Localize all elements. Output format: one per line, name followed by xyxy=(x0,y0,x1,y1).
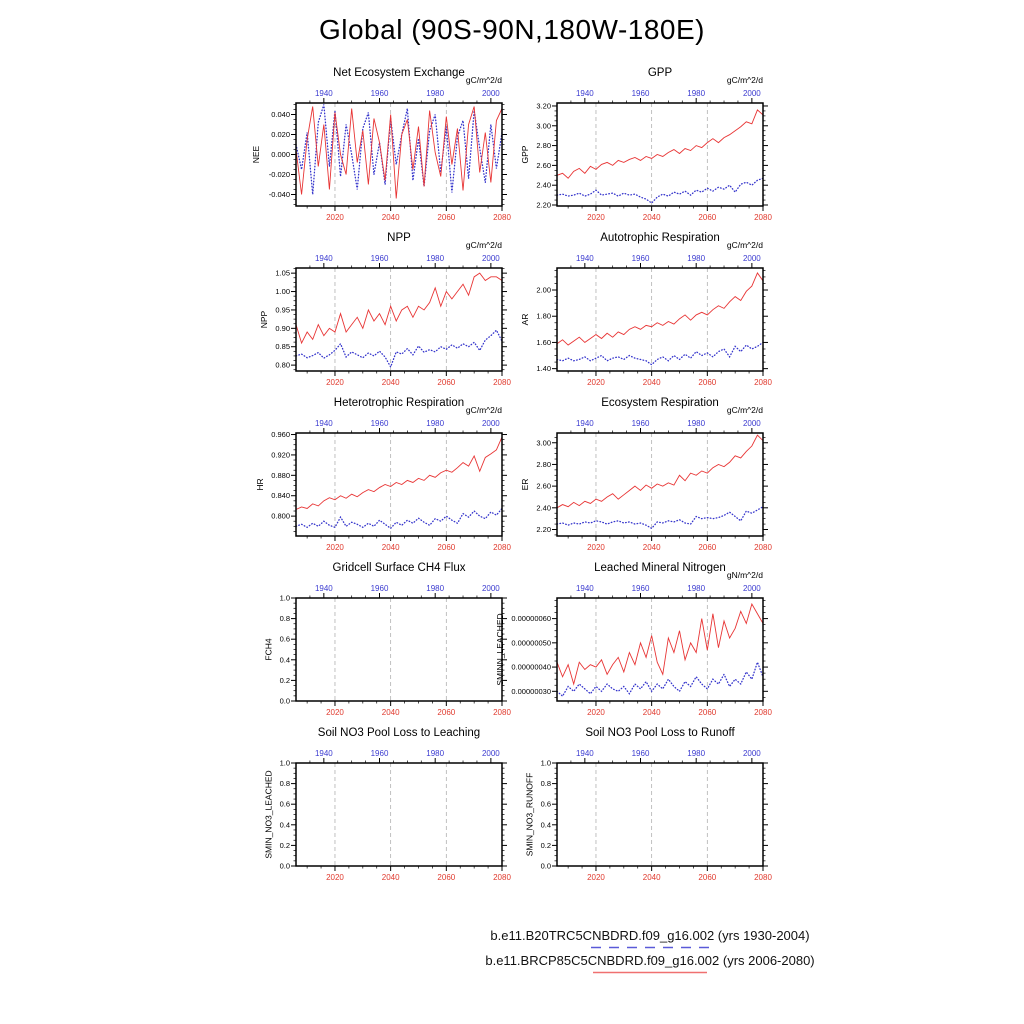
nee-bottom-tick-label: 2040 xyxy=(381,213,400,222)
nee-left-axis xyxy=(269,105,296,205)
smin_no3_runoff-y-tick-label: 0.0 xyxy=(540,861,551,871)
smin_no3_runoff-y-tick-label: 0.4 xyxy=(540,820,551,830)
sminn_leached-y-tick-label: 0.00000050 xyxy=(511,638,551,648)
fch4-y-tick-label: 0.2 xyxy=(279,675,290,685)
smin_no3_runoff-top-axis xyxy=(571,749,761,763)
npp-bottom-tick-label: 2060 xyxy=(437,378,456,387)
hr-title: Heterotrophic Respiration xyxy=(333,397,465,409)
smin_no3_runoff-y-tick-label: 1.0 xyxy=(540,758,551,768)
npp-y-tick-label: 0.80 xyxy=(275,360,290,370)
smin_no3_leached-top-tick-label: 2000 xyxy=(481,749,500,758)
nee-bottom-axis xyxy=(307,206,511,222)
gpp-y-tick-label: 3.00 xyxy=(536,121,551,131)
sminn_leached-top-axis xyxy=(571,584,761,598)
hr-top-tick-label: 1940 xyxy=(314,419,333,428)
npp-plot xyxy=(250,223,550,395)
ar-y-tick-label: 2.00 xyxy=(536,285,551,295)
ar-title: Autotrophic Respiration xyxy=(600,232,720,244)
ar-bottom-tick-label: 2080 xyxy=(754,378,772,387)
sminn_leached-bottom-tick-label: 2020 xyxy=(587,708,605,717)
smin_no3_runoff-right-axis xyxy=(763,763,768,866)
gpp-rcp85-line xyxy=(557,110,763,178)
smin_no3_runoff-bottom-tick-label: 2020 xyxy=(587,873,605,882)
ar-top-tick-label: 1960 xyxy=(631,254,650,263)
gpp-bottom-tick-label: 2020 xyxy=(587,213,605,222)
gpp-units-label: gC/m^2/d xyxy=(726,75,763,85)
nee-top-tick-label: 2000 xyxy=(481,89,500,98)
nee-rcp85-line xyxy=(296,107,502,199)
hr-plot xyxy=(250,388,550,560)
npp-bottom-axis xyxy=(307,371,511,387)
legend-line-historical-dashed xyxy=(590,945,710,950)
panel-smin_no3_runoff xyxy=(511,718,811,890)
npp-y-tick-label: 0.95 xyxy=(275,305,290,315)
ar-bottom-axis xyxy=(568,371,772,387)
er-units-label: gC/m^2/d xyxy=(726,405,763,415)
legend-line-rcp85-solid xyxy=(590,970,710,975)
gpp-plot xyxy=(511,58,811,230)
sminn_leached-bottom-tick-label: 2060 xyxy=(698,708,717,717)
hr-left-axis xyxy=(271,430,296,531)
ar-bottom-tick-label: 2040 xyxy=(642,378,661,387)
fch4-top-tick-label: 1980 xyxy=(426,584,445,593)
ar-frame xyxy=(557,268,763,371)
gpp-title: GPP xyxy=(647,67,673,79)
ar-top-tick-label: 1980 xyxy=(687,254,706,263)
npp-y-tick-label: 0.90 xyxy=(275,323,290,333)
nee-historical-line xyxy=(296,105,502,195)
er-bottom-tick-label: 2080 xyxy=(754,543,772,552)
fch4-bottom-tick-label: 2040 xyxy=(381,708,400,717)
gpp-left-axis xyxy=(536,101,557,209)
ar-rcp85-line xyxy=(557,273,763,345)
smin_no3_runoff-title: Soil NO3 Pool Loss to Runoff xyxy=(585,727,735,739)
npp-bottom-tick-label: 2020 xyxy=(326,378,344,387)
nee-y-tick-label: 0.020 xyxy=(271,130,290,139)
panel-ar xyxy=(511,223,811,395)
smin_no3_leached-bottom-tick-label: 2080 xyxy=(493,873,511,882)
sminn_leached-title: Leached Mineral Nitrogen xyxy=(594,562,726,574)
fch4-top-tick-label: 1940 xyxy=(314,584,333,593)
npp-top-axis xyxy=(310,254,500,268)
er-top-tick-label: 1960 xyxy=(631,419,650,428)
legend-entry-rcp85 xyxy=(340,953,960,975)
hr-bottom-tick-label: 2060 xyxy=(437,543,456,552)
hr-top-tick-label: 1980 xyxy=(426,419,445,428)
legend-entry-historical xyxy=(340,928,960,950)
er-title: Ecosystem Respiration xyxy=(601,397,719,409)
ar-left-axis xyxy=(536,270,557,373)
smin_no3_leached-bottom-tick-label: 2060 xyxy=(437,873,456,882)
gpp-y-tick-label: 2.40 xyxy=(536,180,551,190)
ar-top-tick-label: 2000 xyxy=(742,254,761,263)
fch4-bottom-tick-label: 2080 xyxy=(493,708,511,717)
smin_no3_leached-top-tick-label: 1940 xyxy=(314,749,333,758)
er-historical-line xyxy=(557,507,763,529)
er-y-tick-label: 2.20 xyxy=(536,524,551,534)
sminn_leached-y-axis-label: SMINN_LEACHED xyxy=(495,613,505,686)
npp-bottom-tick-label: 2040 xyxy=(381,378,400,387)
npp-left-axis xyxy=(275,269,296,370)
fch4-y-axis-label: FCH4 xyxy=(263,638,274,661)
sminn_leached-y-tick-label: 0.00000060 xyxy=(511,614,551,624)
hr-y-tick-label: 0.800 xyxy=(271,511,290,521)
sminn_leached-left-axis xyxy=(511,600,557,697)
panel-hr xyxy=(250,388,550,560)
npp-gridlines xyxy=(335,268,446,371)
smin_no3_leached-gridlines xyxy=(335,763,446,866)
nee-y-tick-label: -0.020 xyxy=(268,170,290,179)
gpp-top-tick-label: 1940 xyxy=(575,89,594,98)
hr-historical-line xyxy=(296,508,502,528)
er-y-tick-label: 2.80 xyxy=(536,459,551,469)
smin_no3_leached-y-tick-label: 1.0 xyxy=(279,758,290,768)
fch4-y-tick-label: 0.0 xyxy=(279,696,290,706)
npp-historical-line xyxy=(296,330,502,367)
sminn_leached-bottom-tick-label: 2080 xyxy=(754,708,772,717)
fch4-plot xyxy=(250,553,550,725)
gpp-top-tick-label: 1980 xyxy=(687,89,706,98)
ar-y-tick-label: 1.60 xyxy=(536,337,551,347)
er-y-tick-label: 2.40 xyxy=(536,503,551,513)
smin_no3_runoff-y-tick-label: 0.8 xyxy=(540,779,551,789)
panel-npp xyxy=(250,223,550,395)
hr-bottom-tick-label: 2020 xyxy=(326,543,344,552)
legend-label-rcp85: b.e11.BRCP85C5CNBDRD.f09_g16.002 (yrs 2006-2080) xyxy=(485,953,815,968)
smin_no3_leached-bottom-tick-label: 2020 xyxy=(326,873,344,882)
er-bottom-tick-label: 2020 xyxy=(587,543,605,552)
er-top-tick-label: 1940 xyxy=(575,419,594,428)
sminn_leached-top-tick-label: 2000 xyxy=(742,584,761,593)
sminn_leached-units-label: gN/m^2/d xyxy=(726,570,763,580)
gpp-y-tick-label: 2.80 xyxy=(536,141,551,151)
npp-title: NPP xyxy=(387,232,411,244)
smin_no3_leached-y-tick-label: 0.2 xyxy=(279,840,290,850)
gpp-y-tick-label: 3.20 xyxy=(536,101,551,111)
gpp-y-axis-label: GPP xyxy=(520,145,531,164)
ar-bottom-tick-label: 2020 xyxy=(587,378,605,387)
fch4-y-tick-label: 0.4 xyxy=(279,655,290,665)
er-y-axis-label: ER xyxy=(520,478,531,491)
hr-bottom-tick-label: 2080 xyxy=(493,543,511,552)
smin_no3_runoff-bottom-tick-label: 2040 xyxy=(642,873,661,882)
smin_no3_leached-y-tick-label: 0.6 xyxy=(279,799,290,809)
fch4-top-axis xyxy=(310,584,500,598)
gpp-y-tick-label: 2.20 xyxy=(536,200,551,210)
panel-fch4 xyxy=(250,553,550,725)
nee-bottom-tick-label: 2060 xyxy=(437,213,456,222)
ar-top-axis xyxy=(571,254,761,268)
nee-y-axis-label: NEE xyxy=(250,145,261,164)
fch4-top-tick-label: 2000 xyxy=(481,584,500,593)
smin_no3_leached-top-tick-label: 1960 xyxy=(370,749,389,758)
sminn_leached-top-tick-label: 1960 xyxy=(631,584,650,593)
hr-y-tick-label: 0.840 xyxy=(271,491,290,501)
gpp-right-axis xyxy=(763,106,768,205)
fch4-y-tick-label: 0.6 xyxy=(279,634,290,644)
ar-y-tick-label: 1.80 xyxy=(536,311,551,321)
fch4-bottom-axis xyxy=(307,701,511,717)
ar-bottom-tick-label: 2060 xyxy=(698,378,717,387)
ar-top-tick-label: 1940 xyxy=(575,254,594,263)
smin_no3_runoff-gridlines xyxy=(596,763,707,866)
fch4-bottom-tick-label: 2060 xyxy=(437,708,456,717)
npp-top-tick-label: 1960 xyxy=(370,254,389,263)
npp-y-axis-label: NPP xyxy=(259,310,270,329)
smin_no3_leached-plot xyxy=(250,718,550,890)
gpp-bottom-tick-label: 2040 xyxy=(642,213,661,222)
ar-y-tick-label: 1.40 xyxy=(536,364,551,374)
hr-y-tick-label: 0.920 xyxy=(271,450,290,460)
panel-gpp xyxy=(511,58,811,230)
gpp-frame xyxy=(557,103,763,206)
sminn_leached-y-tick-label: 0.00000030 xyxy=(511,686,551,696)
sminn_leached-plot xyxy=(495,553,811,725)
smin_no3_runoff-y-axis-label: SMIN_NO3_RUNOFF xyxy=(524,772,535,857)
fch4-y-tick-label: 1.0 xyxy=(279,593,290,603)
npp-y-tick-label: 1.05 xyxy=(275,268,290,278)
gpp-bottom-tick-label: 2060 xyxy=(698,213,717,222)
nee-plot xyxy=(250,58,550,230)
npp-top-tick-label: 2000 xyxy=(481,254,500,263)
sminn_leached-top-tick-label: 1980 xyxy=(687,584,706,593)
gpp-top-tick-label: 2000 xyxy=(742,89,761,98)
fch4-title: Gridcell Surface CH4 Flux xyxy=(332,562,466,574)
hr-units-label: gC/m^2/d xyxy=(465,405,502,415)
er-left-axis xyxy=(536,437,557,535)
npp-bottom-tick-label: 2080 xyxy=(493,378,511,387)
ar-units-label: gC/m^2/d xyxy=(726,240,763,250)
smin_no3_runoff-top-tick-label: 2000 xyxy=(742,749,761,758)
smin_no3_leached-top-axis xyxy=(310,749,500,763)
gpp-gridlines xyxy=(596,103,707,206)
er-rcp85-line xyxy=(557,435,763,508)
npp-top-tick-label: 1940 xyxy=(314,254,333,263)
fch4-y-tick-label: 0.8 xyxy=(279,614,290,624)
hr-top-tick-label: 1960 xyxy=(370,419,389,428)
fch4-left-axis xyxy=(280,594,296,706)
nee-y-tick-label: 0.000 xyxy=(271,150,290,159)
page-title: Global (90S-90N,180W-180E) xyxy=(318,14,705,45)
smin_no3_runoff-y-tick-label: 0.2 xyxy=(540,840,551,850)
smin_no3_runoff-bottom-tick-label: 2080 xyxy=(754,873,772,882)
hr-bottom-tick-label: 2040 xyxy=(381,543,400,552)
sminn_leached-bottom-tick-label: 2040 xyxy=(642,708,661,717)
legend-label-historical: b.e11.B20TRC5CNBDRD.f09_g16.002 (yrs 1930-2004) xyxy=(490,928,810,943)
smin_no3_leached-right-axis xyxy=(502,763,507,866)
smin_no3_leached-y-tick-label: 0.4 xyxy=(279,820,290,830)
panel-sminn_leached xyxy=(495,553,811,725)
fch4-bottom-tick-label: 2020 xyxy=(326,708,344,717)
gpp-bottom-axis xyxy=(568,206,772,222)
hr-frame xyxy=(296,433,502,536)
hr-top-axis xyxy=(310,419,500,433)
smin_no3_runoff-frame xyxy=(557,763,763,866)
sminn_leached-frame xyxy=(557,598,763,701)
ar-plot xyxy=(511,223,811,395)
smin_no3_leached-title: Soil NO3 Pool Loss to Leaching xyxy=(317,727,481,739)
nee-bottom-tick-label: 2020 xyxy=(326,213,344,222)
gpp-y-tick-label: 2.60 xyxy=(536,160,551,170)
er-y-tick-label: 2.60 xyxy=(536,481,551,491)
sminn_leached-top-tick-label: 1940 xyxy=(575,584,594,593)
ar-historical-line xyxy=(557,342,763,364)
gpp-top-axis xyxy=(571,89,761,103)
nee-bottom-tick-label: 2080 xyxy=(493,213,511,222)
fch4-gridlines xyxy=(335,598,446,701)
nee-y-tick-label: -0.040 xyxy=(268,190,290,199)
er-plot xyxy=(511,388,811,560)
hr-bottom-axis xyxy=(307,536,511,552)
smin_no3_runoff-top-tick-label: 1940 xyxy=(575,749,594,758)
hr-gridlines xyxy=(335,433,446,536)
sminn_leached-rcp85-line xyxy=(557,604,763,684)
npp-rcp85-line xyxy=(296,273,502,343)
nee-top-tick-label: 1960 xyxy=(370,89,389,98)
npp-top-tick-label: 1980 xyxy=(426,254,445,263)
gpp-top-tick-label: 1960 xyxy=(631,89,650,98)
panel-nee xyxy=(250,58,550,230)
er-top-tick-label: 2000 xyxy=(742,419,761,428)
gpp-historical-line xyxy=(557,178,763,203)
nee-top-tick-label: 1980 xyxy=(426,89,445,98)
nee-right-axis xyxy=(502,105,507,205)
sminn_leached-y-tick-label: 0.00000040 xyxy=(511,662,551,672)
npp-y-tick-label: 0.85 xyxy=(275,342,290,352)
smin_no3_runoff-y-tick-label: 0.6 xyxy=(540,799,551,809)
smin_no3_runoff-plot xyxy=(511,718,811,890)
er-bottom-axis xyxy=(568,536,772,552)
nee-title: Net Ecosystem Exchange xyxy=(333,67,465,79)
smin_no3_leached-y-tick-label: 0.8 xyxy=(279,779,290,789)
er-top-axis xyxy=(571,419,761,433)
smin_no3_runoff-bottom-tick-label: 2060 xyxy=(698,873,717,882)
ar-gridlines xyxy=(596,268,707,371)
hr-y-tick-label: 0.880 xyxy=(271,470,290,480)
smin_no3_leached-bottom-axis xyxy=(307,866,511,882)
er-top-tick-label: 1980 xyxy=(687,419,706,428)
npp-y-tick-label: 1.00 xyxy=(275,287,290,297)
hr-rcp85-line xyxy=(296,437,502,509)
er-bottom-tick-label: 2040 xyxy=(642,543,661,552)
hr-top-tick-label: 2000 xyxy=(481,419,500,428)
er-bottom-tick-label: 2060 xyxy=(698,543,717,552)
smin_no3_runoff-top-tick-label: 1960 xyxy=(631,749,650,758)
fch4-frame xyxy=(296,598,502,701)
hr-y-tick-label: 0.960 xyxy=(271,430,290,440)
smin_no3_runoff-top-tick-label: 1980 xyxy=(687,749,706,758)
smin_no3_leached-left-axis xyxy=(280,759,296,871)
nee-y-tick-label: 0.040 xyxy=(271,110,290,119)
smin_no3_leached-frame xyxy=(296,763,502,866)
panel-smin_no3_leached xyxy=(250,718,550,890)
nee-top-axis xyxy=(310,89,500,103)
smin_no3_leached-y-axis-label: SMIN_NO3_LEACHED xyxy=(263,770,274,859)
smin_no3_leached-top-tick-label: 1980 xyxy=(426,749,445,758)
sminn_leached-bottom-axis xyxy=(568,701,772,717)
nee-top-tick-label: 1940 xyxy=(314,89,333,98)
fch4-top-tick-label: 1960 xyxy=(370,584,389,593)
npp-units-label: gC/m^2/d xyxy=(465,240,502,250)
hr-y-axis-label: HR xyxy=(255,478,265,491)
nee-units-label: gC/m^2/d xyxy=(465,75,502,85)
panel-er xyxy=(511,388,811,560)
er-frame xyxy=(557,433,763,536)
legend xyxy=(340,928,960,978)
smin_no3_leached-y-tick-label: 0.0 xyxy=(279,861,290,871)
smin_no3_runoff-bottom-axis xyxy=(568,866,772,882)
gpp-bottom-tick-label: 2080 xyxy=(754,213,772,222)
er-gridlines xyxy=(596,433,707,536)
smin_no3_runoff-left-axis xyxy=(541,759,557,871)
smin_no3_leached-bottom-tick-label: 2040 xyxy=(381,873,400,882)
ar-y-axis-label: AR xyxy=(520,313,531,326)
er-y-tick-label: 3.00 xyxy=(536,438,551,448)
